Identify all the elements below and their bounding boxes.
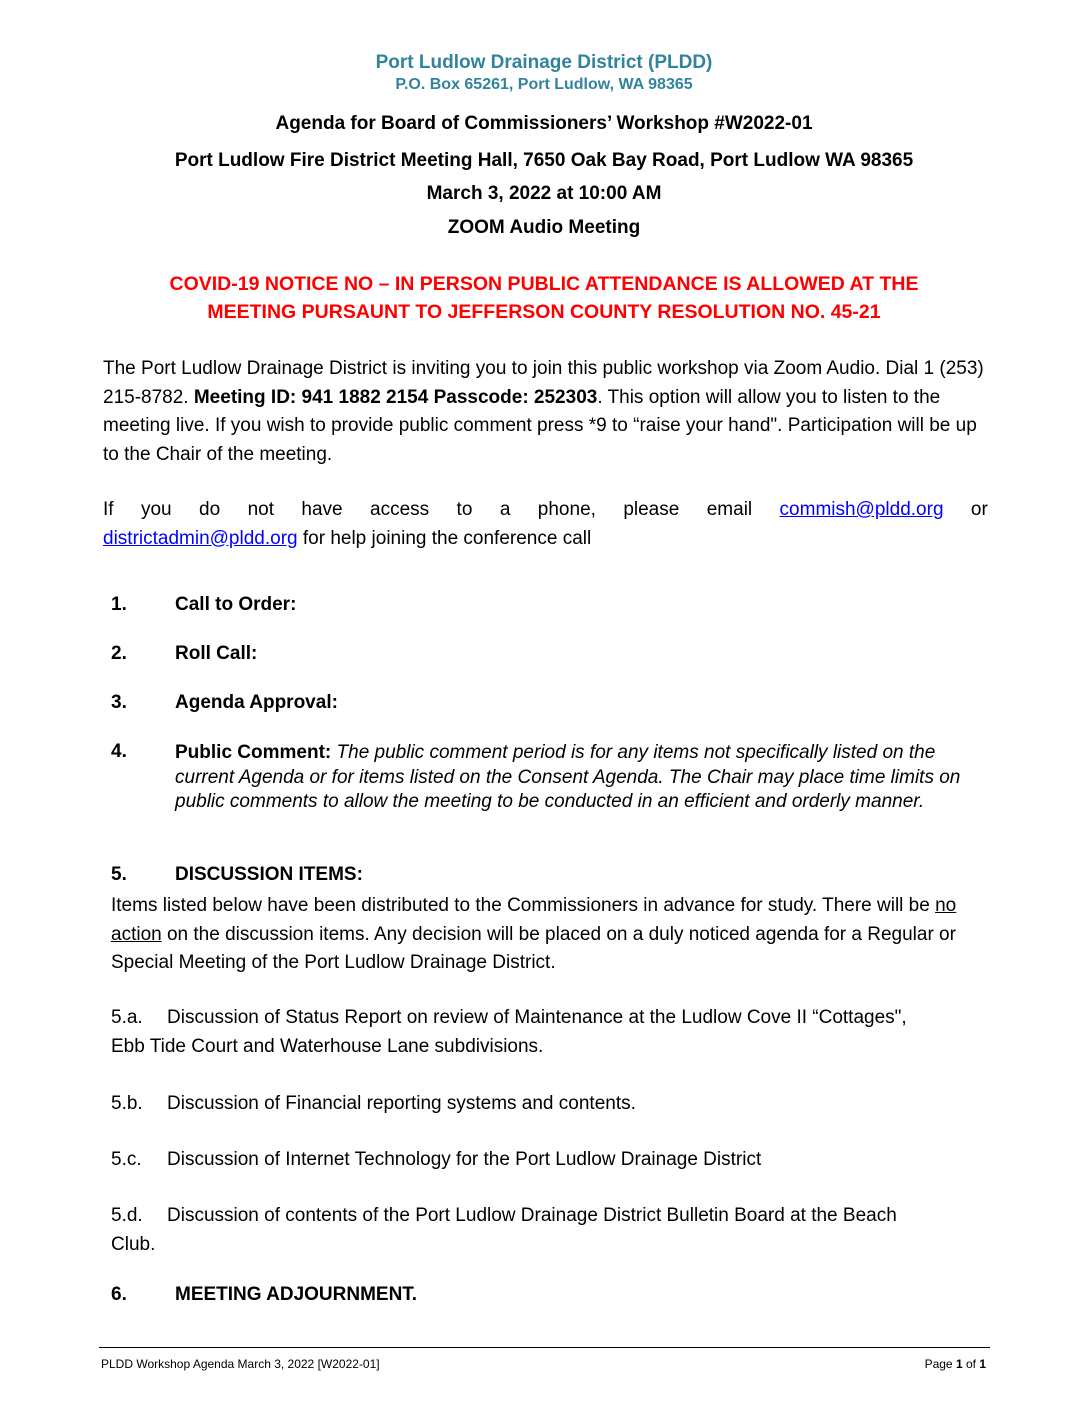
subitem-number: 5.b. bbox=[111, 1093, 143, 1114]
subitem-number: 5.a. bbox=[111, 1007, 143, 1028]
intro-text-a: The Port Ludlow Drainage District is inviting you to join this public workshop via Zoom Audio. Dial 1 (253) 215-8782. bbox=[103, 358, 984, 408]
access-paragraph bbox=[103, 496, 988, 553]
meeting-location: Port Ludlow Fire District Meeting Hall, 7650 Oak Bay Road, Port Ludlow WA 98365 bbox=[174, 150, 914, 171]
subitem-text: Discussion of Internet Technology for the Port Ludlow Drainage District bbox=[167, 1149, 762, 1170]
agenda-item-number: 2. bbox=[111, 643, 127, 664]
access-word: please bbox=[623, 499, 680, 520]
access-word: do bbox=[199, 499, 221, 520]
access-line-2 bbox=[103, 525, 988, 554]
page-current: 1 bbox=[955, 1357, 963, 1371]
subitem-text: Discussion of Status Report on review of Maintenance at the Ludlow Cove II “Cottages", Ebb Tide Court and Waterhouse Lane subdivisions. bbox=[111, 1007, 907, 1057]
agenda-title: Agenda for Board of Commissioners’ Workshop #W2022-01 bbox=[275, 113, 813, 134]
discussion-subitem bbox=[111, 1090, 931, 1119]
agenda-item-number: 5. bbox=[111, 864, 127, 885]
discussion-intro-b: on the discussion items. Any decision will be placed on a duly noticed agenda for a Regular or Special Meeting of the Port Ludlow Drainage District. bbox=[111, 923, 956, 973]
access-word: phone, bbox=[537, 499, 596, 520]
page-total: 1 bbox=[979, 1357, 986, 1371]
agenda-item-label: MEETING ADJOURNMENT. bbox=[175, 1284, 418, 1305]
meeting-datetime: March 3, 2022 at 10:00 AM bbox=[426, 183, 662, 204]
agenda-item-label: DISCUSSION ITEMS: bbox=[175, 864, 363, 885]
email-link-districtadmin[interactable]: districtadmin@pldd.org bbox=[103, 527, 298, 549]
agenda-item-label: Call to Order: bbox=[175, 594, 297, 615]
access-word: not bbox=[247, 499, 274, 520]
agenda-item-label: Roll Call: bbox=[175, 643, 258, 664]
footer-divider bbox=[99, 1347, 990, 1348]
page-of: of bbox=[962, 1357, 980, 1371]
access-word: to bbox=[456, 499, 473, 520]
page-number bbox=[925, 1357, 986, 1371]
access-word: email bbox=[706, 499, 753, 520]
discussion-intro bbox=[111, 892, 991, 978]
no-action-emphasis: no action bbox=[111, 895, 957, 945]
access-word: have bbox=[301, 499, 343, 520]
agenda-item-number: 3. bbox=[111, 692, 127, 713]
discussion-subitem bbox=[111, 1202, 931, 1259]
agenda-item-number: 6. bbox=[111, 1284, 127, 1305]
agenda-item-number: 4. bbox=[111, 741, 127, 762]
access-tail: for help joining the conference call bbox=[297, 527, 592, 549]
subitem-number: 5.d. bbox=[111, 1205, 143, 1226]
discussion-subitem bbox=[111, 1146, 931, 1175]
org-address: P.O. Box 65261, Port Ludlow, WA 98365 bbox=[395, 76, 693, 93]
access-word-or: or bbox=[970, 499, 988, 520]
discussion-intro-a: Items listed below have been distributed to the Commissioners in advance for study. There will be bbox=[111, 895, 936, 916]
email-link-commish[interactable]: commish@pldd.org bbox=[779, 499, 944, 520]
discussion-subitem bbox=[111, 1004, 931, 1061]
covid-notice bbox=[0, 270, 1088, 326]
intro-paragraph bbox=[103, 355, 988, 469]
agenda-item-description: The public comment period is for any items not specifically listed on the current Agenda or for items listed on the Consent Agenda. The Chair may place time limits on public comments to allow the meeting to be conducted in an efficient and orderly manner. bbox=[175, 742, 961, 812]
agenda-item-number: 1. bbox=[111, 594, 127, 615]
access-word: you bbox=[140, 499, 172, 520]
subitem-text: Discussion of contents of the Port Ludlow Drainage District Bulletin Board at the Beach Club. bbox=[111, 1205, 897, 1255]
page-label: Page bbox=[924, 1357, 956, 1371]
intro-text-b: . This option will allow you to listen to the meeting live. If you wish to provide public comment press *9 to “raise your hand". Participation will be up to the Chair of the meeting. bbox=[103, 386, 977, 465]
meeting-type: ZOOM Audio Meeting bbox=[447, 217, 641, 238]
access-word: access bbox=[370, 499, 430, 520]
agenda-item-label: Agenda Approval: bbox=[175, 692, 338, 713]
access-line-1 bbox=[103, 496, 988, 525]
subitem-text: Discussion of Financial reporting systems and contents. bbox=[167, 1093, 636, 1114]
meeting-id-passcode: Meeting ID: 941 1882 2154 Passcode: 252303 bbox=[193, 386, 598, 408]
covid-notice-line-2: MEETING PURSAUNT TO JEFFERSON COUNTY RESOLUTION NO. 45-21 bbox=[207, 301, 881, 323]
covid-notice-line-1: COVID-19 NOTICE NO – IN PERSON PUBLIC ATTENDANCE IS ALLOWED AT THE bbox=[169, 273, 919, 295]
access-word: a bbox=[499, 499, 511, 520]
subitem-number: 5.c. bbox=[111, 1149, 142, 1170]
agenda-item-content bbox=[175, 741, 987, 815]
access-word: If bbox=[103, 499, 114, 520]
agenda-item-label: Public Comment: bbox=[175, 742, 332, 763]
footer-title: PLDD Workshop Agenda March 3, 2022 [W2022-01] bbox=[101, 1357, 380, 1371]
org-name: Port Ludlow Drainage District (PLDD) bbox=[375, 52, 713, 73]
